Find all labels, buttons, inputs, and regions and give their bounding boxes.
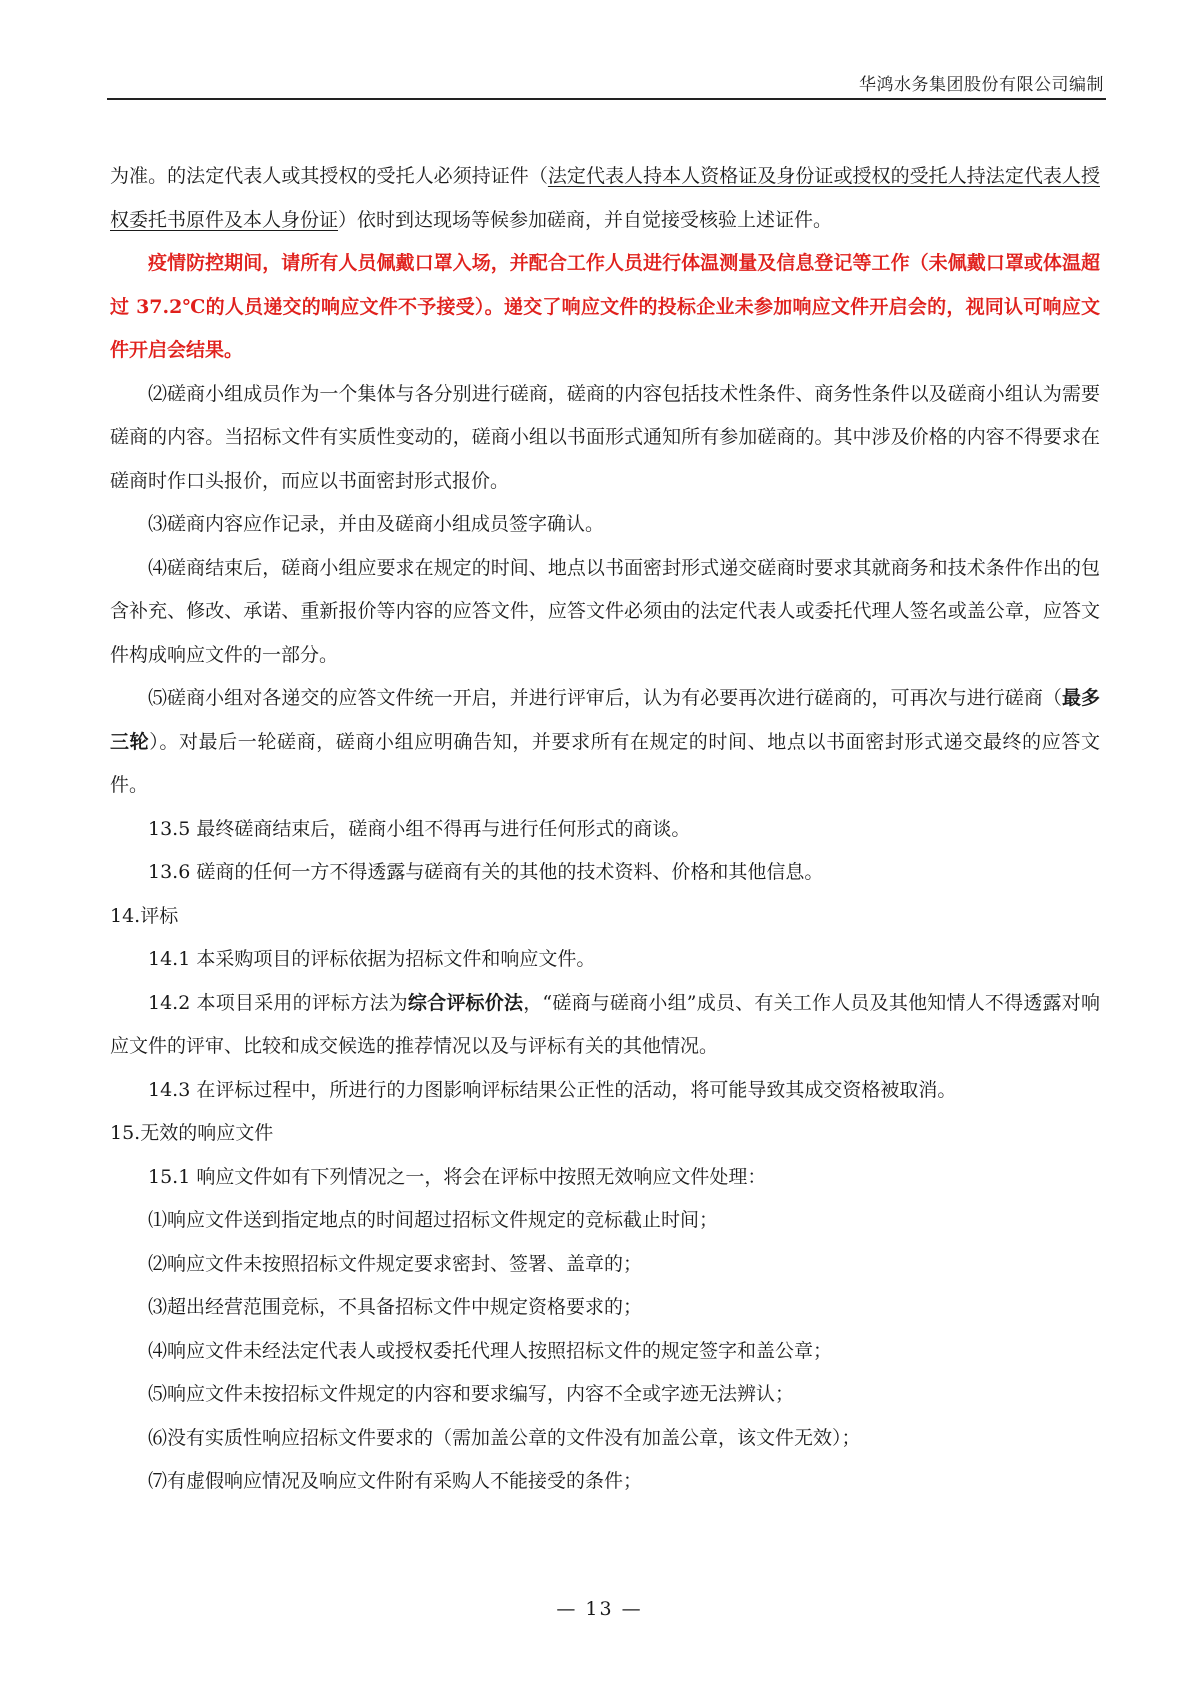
page-header-text: 华鸿水务集团股份有限公司编制	[859, 75, 1104, 95]
page-number: — 13 —	[556, 1598, 643, 1620]
section-heading-15: 15.无效的响应文件	[110, 1122, 274, 1144]
paragraph-item-3: ⑶磋商内容应作记录，并由及磋商小组成员签字确认。	[148, 513, 605, 535]
paragraph-text: 14.2 本项目采用的评标方法为	[148, 991, 408, 1014]
paragraph-text: 为准。的法定代表人或其授权的受托人必须持证件（	[110, 165, 548, 187]
paragraph-text: ）依时到达现场等候参加磋商，并自觉接受核验上述证件。	[338, 208, 833, 231]
clause-13-6: 13.6 磋商的任何一方不得透露与磋商有关的其他的技术资料、价格和其他信息。	[148, 861, 824, 883]
clause-14-2	[110, 982, 1100, 1069]
bold-emphasis: 综合评标价法	[407, 991, 524, 1014]
clause-14-1: 14.1 本采购项目的评标依据为招标文件和响应文件。	[148, 948, 596, 970]
section-heading-14: 14.评标	[110, 904, 179, 927]
document-body	[110, 155, 1100, 1504]
paragraph-item-2: ⑵磋商小组成员作为一个集体与各分别进行磋商，磋商的内容包括技术性条件、商务性条件以及磋商小组认为需要磋商的内容。当招标文件有实质性变动的，磋商小组以书面形式通知所有参加磋商的。其中涉及价格的内容不得要求在磋商时作口头报价，而应以书面密封形式报价。	[110, 382, 1100, 492]
list-item: ⑴响应文件送到指定地点的时间超过招标文件规定的竞标截止时间；	[148, 1209, 719, 1231]
clause-14-3: 14.3 在评标过程中，所进行的力图影响评标结果公正性的活动，将可能导致其成交资格被取消。	[148, 1078, 957, 1101]
list-item: ⑵响应文件未按照招标文件规定要求密封、签署、盖章的；	[148, 1252, 643, 1275]
underlined-requirement: 法定代表人持本人资格证及身份证或授权的受托人持法定代表人授权委托书原件及本人身份证	[110, 165, 1100, 231]
header-divider	[107, 98, 1106, 100]
list-item: ⑶超出经营范围竞标，不具备招标文件中规定资格要求的；	[148, 1296, 643, 1318]
clause-13-5: 13.5 最终磋商结束后，磋商小组不得再与进行任何形式的商谈。	[148, 817, 691, 840]
paragraph-item-5	[110, 677, 1100, 808]
paragraph-text: ）。对最后一轮磋商，磋商小组应明确告知，并要求所有在规定的时间、地点以书面密封形式递交最终的应答文件。	[110, 730, 1100, 796]
paragraph-text: ⑸磋商小组对各递交的应答文件统一开启，并进行评审后，认为有必要再次进行磋商的，可再次与进行磋商（	[148, 687, 1062, 709]
list-item: ⑹没有实质性响应招标文件要求的（需加盖公章的文件没有加盖公章，该文件无效）；	[148, 1426, 861, 1449]
paragraph-credentials	[110, 155, 1100, 242]
list-item: ⑸响应文件未按招标文件规定的内容和要求编写，内容不全或字迹无法辨认；	[148, 1383, 795, 1405]
epidemic-notice: 疫情防控期间，请所有人员佩戴口罩入场，并配合工作人员进行体温测量及信息登记等工作（未佩戴口罩或体温超过 37.2℃的人员递交的响应文件不予接受）。递交了响应文件的投标企业未参加响应文件开启会的，视同认可响应文件开启会结果。	[110, 252, 1100, 361]
bold-emphasis: 最多三轮	[110, 687, 1100, 753]
list-item: ⑺有虚假响应情况及响应文件附有采购人不能接受的条件；	[148, 1470, 643, 1492]
clause-15-1: 15.1 响应文件如有下列情况之一，将会在评标中按照无效响应文件处理：	[148, 1165, 767, 1188]
list-item: ⑷响应文件未经法定代表人或授权委托代理人按照招标文件的规定签字和盖公章；	[148, 1339, 833, 1362]
paragraph-text: ，“磋商与磋商小组”成员、有关工作人员及其他知情人不得透露对响应文件的评审、比较和成交候选的推荐情况以及与评标有关的其他情况。	[110, 991, 1100, 1057]
paragraph-item-4: ⑷磋商结束后，磋商小组应要求在规定的时间、地点以书面密封形式递交磋商时要求其就商务和技术条件作出的包含补充、修改、承诺、重新报价等内容的应答文件，应答文件必须由的法定代表人或委托代理人签名或盖公章，应答文件构成响应文件的一部分。	[110, 556, 1100, 666]
